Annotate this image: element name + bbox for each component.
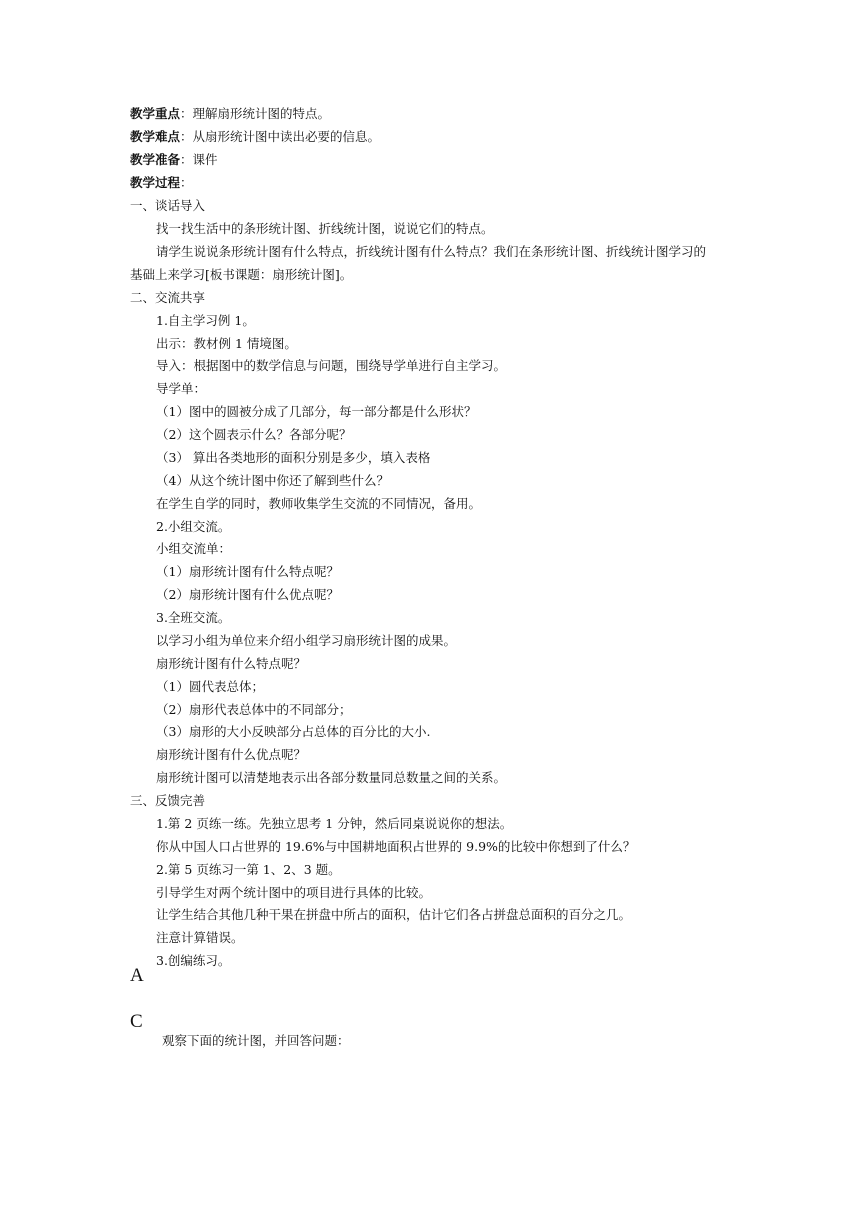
section2-title: 二、交流共享 <box>130 290 206 305</box>
process-text: ： <box>180 175 193 190</box>
section3-item: 引导学生对两个统计图中的项目进行具体的比较。 <box>156 885 432 900</box>
section2-item: （3） 算出各类地形的面积分别是多少，填入表格 <box>156 450 431 465</box>
section2-item: 导学单： <box>156 381 207 396</box>
section2-item: 在学生自学的同时，教师收集学生交流的不同情况，备用。 <box>156 496 482 511</box>
section2-item: 2.小组交流。 <box>156 519 231 534</box>
section2-item: （1）扇形统计图有什么特点呢？ <box>156 564 339 579</box>
section2-item: （4）从这个统计图中你还了解到些什么？ <box>156 473 389 488</box>
section3-item: 1.第 2 页练一练。先独立思考 1 分钟，然后同桌说说你的想法。 <box>156 816 513 831</box>
section2-item: 出示：教材例 1 情境图。 <box>156 336 297 351</box>
process-line <box>130 175 193 191</box>
section1-paragraph: 找一找生活中的条形统计图、折线统计图，说说它们的特点。 <box>156 221 494 236</box>
section2-item: （3）扇形的大小反映部分占总体的百分比的大小. <box>156 724 431 739</box>
mark-c: C <box>130 1011 143 1032</box>
section2-item: （1）图中的圆被分成了几部分，每一部分都是什么形状？ <box>156 404 477 419</box>
section2-item: （1）圆代表总体； <box>156 679 264 694</box>
key-point-line <box>130 106 330 122</box>
difficulty-text: ：从扇形统计图中读出必要的信息。 <box>180 129 381 144</box>
closing-text: 观察下面的统计图，并回答问题： <box>162 1033 350 1048</box>
mark-a: A <box>130 965 144 986</box>
section2-item: 扇形统计图有什么优点呢？ <box>156 747 307 762</box>
preparation-text: ：课件 <box>180 152 218 167</box>
section2-item: 导入：根据图中的数学信息与问题，围绕导学单进行自主学习。 <box>156 358 507 373</box>
section1-paragraph: 请学生说说条形统计图有什么特点，折线统计图有什么特点？我们在条形统计图、折线统计图学习的 <box>156 244 707 259</box>
section2-item: 扇形统计图可以清楚地表示出各部分数量同总数量之间的关系。 <box>156 770 507 785</box>
section2-item: 扇形统计图有什么特点呢？ <box>156 656 307 671</box>
section2-item: （2）这个圆表示什么？各部分呢？ <box>156 427 352 442</box>
section2-item: （2）扇形统计图有什么优点呢？ <box>156 587 339 602</box>
key-point-label: 教学重点 <box>130 106 181 121</box>
section3-item: 你从中国人口占世界的 19.6%与中国耕地面积占世界的 9.9%的比较中你想到了什么？ <box>156 839 636 854</box>
section3-item: 3.创编练习。 <box>156 953 231 968</box>
preparation-label: 教学准备 <box>130 152 181 167</box>
section3-item: 注意计算错误。 <box>156 930 244 945</box>
section2-item: （2）扇形代表总体中的不同部分； <box>156 702 352 717</box>
difficulty-label: 教学难点 <box>130 129 181 144</box>
section2-item: 小组交流单： <box>156 541 232 556</box>
difficulty-line <box>130 129 380 145</box>
section3-item: 让学生结合其他几种干果在拼盘中所占的面积，估计它们各占拼盘总面积的百分之几。 <box>156 907 632 922</box>
key-point-text: ：理解扇形统计图的特点。 <box>180 106 331 121</box>
section2-item: 1.自主学习例 1。 <box>156 313 255 328</box>
section3-item: 2.第 5 页练习一第 1、2、3 题。 <box>156 862 341 877</box>
section3-title: 三、反馈完善 <box>130 793 206 808</box>
section2-item: 3.全班交流。 <box>156 610 231 625</box>
preparation-line <box>130 152 218 168</box>
process-label: 教学过程 <box>130 175 181 190</box>
section2-item: 以学习小组为单位来介绍小组学习扇形统计图的成果。 <box>156 633 457 648</box>
section1-title: 一、谈话导入 <box>130 198 206 213</box>
section1-paragraph: 基础上来学习[板书课题：扇形统计图]。 <box>130 267 353 282</box>
